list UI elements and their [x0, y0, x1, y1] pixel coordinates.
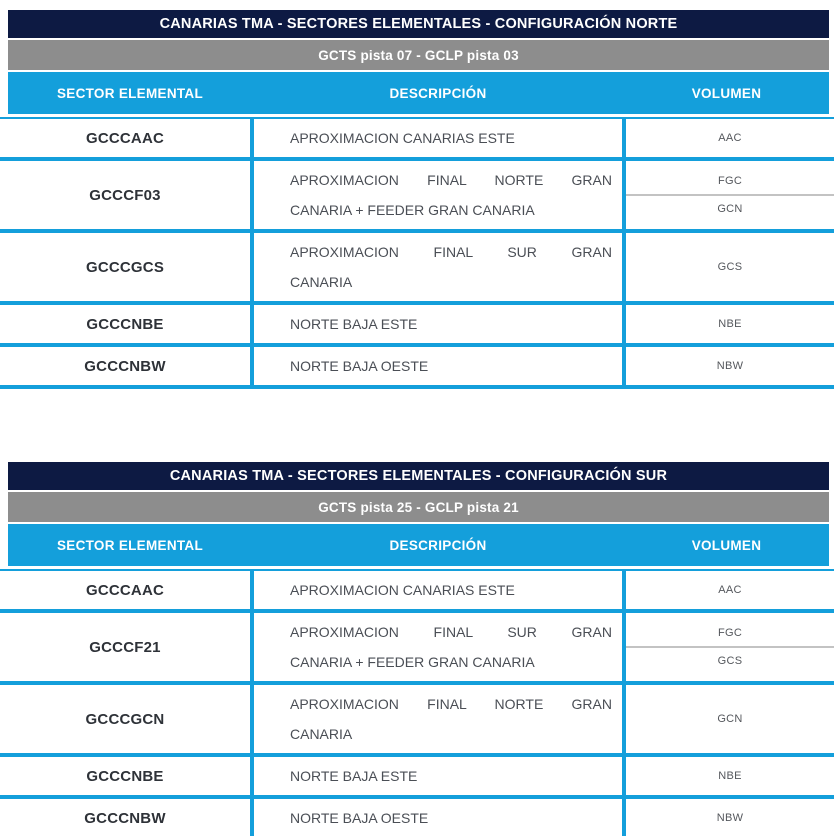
sector-volumes	[622, 233, 834, 301]
volume-code: FGC	[717, 175, 743, 187]
description-line: APROXIMACION FINAL SUR GRAN	[290, 244, 612, 260]
description-line: APROXIMACION FINAL NORTE GRAN	[290, 696, 612, 712]
description-line: NORTE BAJA OESTE	[290, 358, 429, 374]
sector-volumes	[622, 799, 834, 836]
volume-code: AAC	[718, 584, 742, 596]
sector-description	[250, 757, 622, 795]
sector-volumes	[622, 119, 834, 157]
column-header-sector: SECTOR ELEMENTAL	[56, 85, 204, 101]
table-row	[0, 119, 834, 157]
volume-code: FGC	[717, 627, 743, 639]
runway-subtitle: GCTS pista 25 - GCLP pista 21	[318, 499, 519, 515]
table-title-bar	[8, 10, 829, 38]
description-line: APROXIMACION FINAL NORTE GRAN	[290, 172, 612, 188]
table-row	[0, 301, 834, 343]
column-header-volumen: VOLUMEN	[691, 85, 762, 101]
description-line: CANARIA + FEEDER GRAN CANARIA	[290, 202, 535, 218]
column-header-row	[8, 72, 829, 114]
table-config-sur	[0, 462, 834, 836]
sector-code: GCCCAAC	[85, 129, 165, 147]
volume-code: NBW	[716, 812, 744, 824]
sector-code: GCCCF21	[89, 638, 161, 656]
description-line: APROXIMACION CANARIAS ESTE	[290, 130, 515, 146]
table-row	[0, 795, 834, 836]
table-row	[0, 609, 834, 681]
runway-subtitle-bar	[8, 492, 829, 522]
sector-description	[250, 799, 622, 836]
description-line: NORTE BAJA OESTE	[290, 810, 429, 826]
description-line: APROXIMACION FINAL SUR GRAN	[290, 624, 612, 640]
volume-code: GCS	[626, 646, 834, 674]
runway-subtitle: GCTS pista 07 - GCLP pista 03	[318, 47, 519, 63]
column-header-descripcion: DESCRIPCIÓN	[389, 85, 487, 101]
sector-code: GCCCGCN	[85, 710, 165, 728]
sector-volumes	[622, 571, 834, 609]
sector-volumes	[622, 685, 834, 753]
volume-code: NBE	[718, 318, 742, 330]
volume-code: NBW	[716, 360, 744, 372]
table-body	[0, 117, 834, 389]
sector-description	[250, 305, 622, 343]
table-row	[0, 157, 834, 229]
sector-code: GCCCGCS	[85, 258, 165, 276]
table-title: CANARIAS TMA - SECTORES ELEMENTALES - CONFIGURACIÓN NORTE	[159, 16, 678, 32]
runway-subtitle-bar	[8, 40, 829, 70]
description-line: CANARIA + FEEDER GRAN CANARIA	[290, 654, 535, 670]
sector-description	[250, 685, 622, 753]
sector-volumes	[622, 757, 834, 795]
table-title: CANARIAS TMA - SECTORES ELEMENTALES - CONFIGURACIÓN SUR	[169, 468, 668, 484]
description-line: NORTE BAJA ESTE	[290, 316, 418, 332]
table-row	[0, 229, 834, 301]
sector-volumes	[622, 613, 834, 681]
description-line: APROXIMACION CANARIAS ESTE	[290, 582, 515, 598]
column-header-volumen: VOLUMEN	[691, 537, 762, 553]
sector-code: GCCCNBE	[86, 767, 164, 785]
table-row	[0, 753, 834, 795]
description-line: CANARIA	[290, 274, 353, 290]
sector-description	[250, 613, 622, 681]
column-header-sector: SECTOR ELEMENTAL	[56, 537, 204, 553]
sector-volumes	[622, 347, 834, 385]
description-line: CANARIA	[290, 726, 353, 742]
volume-code: GCS	[717, 261, 743, 273]
table-body	[0, 569, 834, 836]
volume-code: GCN	[717, 713, 743, 725]
sector-code: GCCCNBW	[84, 357, 166, 375]
sector-description	[250, 571, 622, 609]
table-title-bar	[8, 462, 829, 490]
sector-code: GCCCF03	[89, 186, 161, 204]
table-row	[0, 343, 834, 385]
sector-volumes	[622, 161, 834, 229]
table-config-norte	[0, 0, 834, 389]
sector-description	[250, 119, 622, 157]
table-row	[0, 571, 834, 609]
column-header-row	[8, 524, 829, 566]
sector-code: GCCCAAC	[85, 581, 165, 599]
sector-code: GCCCNBE	[86, 315, 164, 333]
table-row	[0, 681, 834, 753]
sector-description	[250, 233, 622, 301]
column-header-descripcion: DESCRIPCIÓN	[389, 537, 487, 553]
volume-code: GCN	[626, 194, 834, 222]
volume-code: AAC	[718, 132, 742, 144]
description-line: NORTE BAJA ESTE	[290, 768, 418, 784]
sector-description	[250, 347, 622, 385]
sector-description	[250, 161, 622, 229]
sector-code: GCCCNBW	[84, 809, 166, 827]
volume-code: NBE	[718, 770, 742, 782]
sector-volumes	[622, 305, 834, 343]
